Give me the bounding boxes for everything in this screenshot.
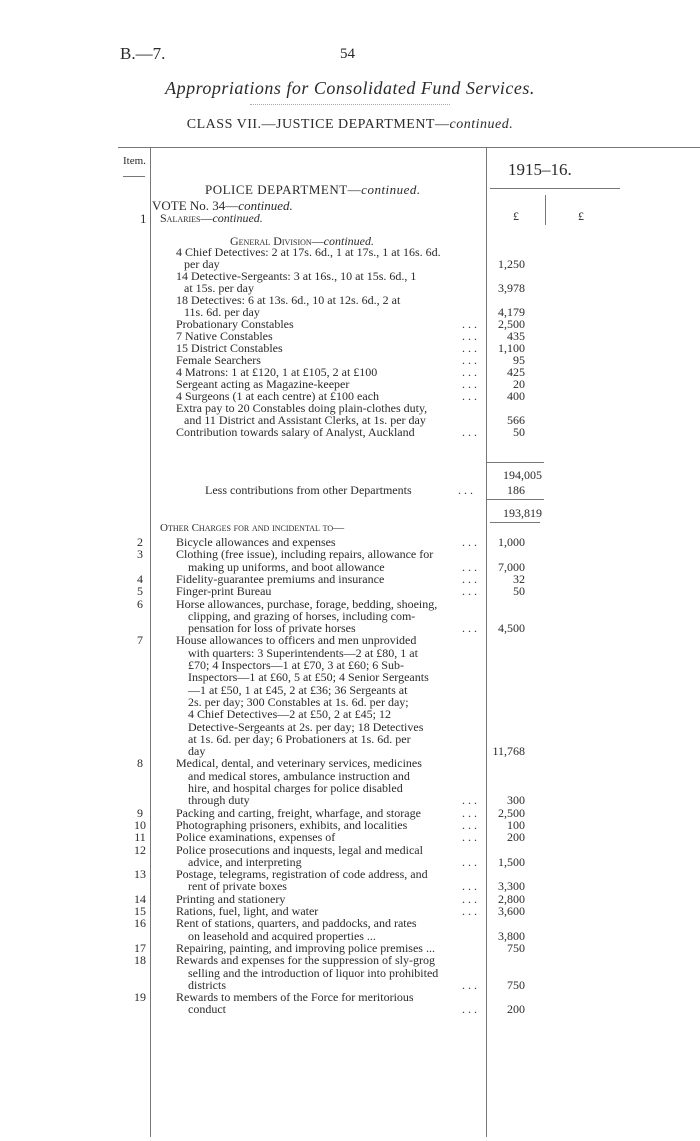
charge-item-number: 9 <box>137 805 143 820</box>
charge-leader-dots: ... <box>462 621 480 636</box>
page-number: 54 <box>340 46 355 62</box>
pound-symbol-left: £ <box>513 209 519 223</box>
net-underline <box>490 522 540 523</box>
charge-item-number: 19 <box>134 990 146 1005</box>
salary-amount: 425 <box>507 365 525 379</box>
charge-line: Police prosecutions and inquests, legal and medical <box>176 842 423 857</box>
general-division-continued: continued. <box>323 234 374 248</box>
pound-symbol-right: £ <box>578 209 584 223</box>
salary-amount: 2,500 <box>498 317 525 331</box>
charge-item-number: 3 <box>137 547 143 562</box>
charge-line: day <box>188 744 206 759</box>
charge-item-number: 6 <box>137 596 143 611</box>
charge-line: clipping, and grazing of horses, including com- <box>188 608 416 623</box>
charge-line: Finger-print Bureau <box>176 584 272 599</box>
charge-leader-dots: ... <box>462 805 480 820</box>
charge-line: making up uniforms, and boot allowance <box>188 559 385 574</box>
charge-item-number: 12 <box>134 842 146 857</box>
charge-line: rent of private boxes <box>188 879 287 894</box>
charge-leader-dots: ... <box>462 977 480 992</box>
document-reference: B.—7. <box>120 44 166 63</box>
less-contributions-amount: 186 <box>507 483 525 497</box>
charge-line: Repairing, painting, and improving police premises ... <box>176 940 435 955</box>
salary-leader-dots: ... <box>462 425 480 439</box>
salary-amount: 566 <box>507 413 525 427</box>
charge-line: Postage, telegrams, registration of code address, and <box>176 867 428 882</box>
less-contributions-leader: ... <box>458 483 476 497</box>
salary-amount: 95 <box>513 353 525 367</box>
charge-line: advice, and interpreting <box>188 854 302 869</box>
net-total-amount: 193,819 <box>503 506 542 520</box>
charge-amount: 32 <box>513 571 525 586</box>
charge-line: conduct <box>188 1002 226 1017</box>
class-heading-continued: continued. <box>449 117 514 132</box>
year-header-rule <box>490 188 620 189</box>
charge-leader-dots: ... <box>462 793 480 808</box>
salary-line: 18 Detectives: 6 at 13s. 6d., 10 at 12s. 6d., 2 at <box>176 293 401 307</box>
charge-line: through duty <box>188 793 250 808</box>
charge-amount: 750 <box>507 940 525 955</box>
vote-heading-continued: continued. <box>238 198 293 213</box>
charge-leader-dots: ... <box>462 535 480 549</box>
charge-amount: 3,300 <box>498 879 525 894</box>
charge-item-number: 16 <box>134 916 146 931</box>
charge-line: 2s. per day; 300 Constables at 1s. 6d. per day; <box>188 694 409 709</box>
salary-amount: 20 <box>513 377 525 391</box>
department-heading <box>205 182 421 198</box>
class-heading <box>0 117 700 133</box>
charge-line: Clothing (free issue), including repairs, allowance for <box>176 547 434 562</box>
charge-item-number: 17 <box>134 940 146 955</box>
salaries-heading-main: Salaries— <box>160 211 213 225</box>
salary-leader-dots: ... <box>462 353 480 367</box>
charge-line: Rent of stations, quarters, and paddocks, and rates <box>176 916 417 931</box>
department-heading-main: POLICE DEPARTMENT— <box>205 182 362 197</box>
less-contributions-label: Less contributions from other Departments <box>205 483 412 497</box>
item-1-number: 1 <box>140 211 147 226</box>
salary-line: and 11 District and Assistant Clerks, at 1s. per day <box>184 413 426 427</box>
table-top-rule <box>118 147 700 148</box>
salary-amount: 435 <box>507 329 525 343</box>
salary-line: at 15s. per day <box>184 281 254 295</box>
charge-leader-dots: ... <box>462 830 480 845</box>
item-column-rule <box>150 147 151 1137</box>
charge-item-number: 15 <box>134 904 146 918</box>
charge-leader-dots: ... <box>462 584 480 599</box>
salary-line: 4 Matrons: 1 at £120, 1 at £105, 2 at £100 <box>176 365 378 379</box>
salary-leader-dots: ... <box>462 365 480 379</box>
salary-amount: 400 <box>507 389 525 403</box>
charge-line: Fidelity-guarantee premiums and insurance <box>176 571 385 586</box>
salary-leader-dots: ... <box>462 341 480 355</box>
charge-line: Bicycle allowances and expenses <box>176 535 336 549</box>
charge-amount: 50 <box>513 584 525 599</box>
general-division-main: General Division— <box>230 234 324 248</box>
salary-line: Contribution towards salary of Analyst, Auckland <box>176 425 415 439</box>
page-title: Appropriations for Consolidated Fund Services. <box>165 78 535 98</box>
charge-amount: 1,500 <box>498 854 525 869</box>
charge-line: Detective-Sergeants at 2s. per day; 18 Detectives <box>188 719 424 734</box>
charge-amount: 1,000 <box>498 535 525 549</box>
class-heading-main: CLASS VII.—JUSTICE DEPARTMENT— <box>186 117 450 132</box>
charge-item-number: 8 <box>137 756 143 771</box>
charge-amount: 3,800 <box>498 928 525 943</box>
charge-amount: 200 <box>507 1002 525 1017</box>
charge-line: selling and the introduction of liquor into prohibited <box>188 965 439 980</box>
subtotal-amount: 194,005 <box>503 468 542 482</box>
salary-amount: 1,250 <box>498 257 525 271</box>
charge-amount: 300 <box>507 793 525 808</box>
charge-item-number: 5 <box>137 584 143 599</box>
charge-line: at 1s. 6d. per day; 6 Probationers at 1s. 6d. per <box>188 731 411 746</box>
charge-amount: 11,768 <box>492 744 525 759</box>
salary-amount: 3,978 <box>498 281 525 295</box>
charge-line: 4 Chief Detectives—2 at £50, 2 at £45; 12 <box>188 707 391 722</box>
item-header-underline <box>123 176 145 177</box>
charge-amount: 100 <box>507 817 525 832</box>
charge-item-number: 14 <box>134 891 146 906</box>
charge-line: hire, and hospital charges for police disabled <box>188 781 403 795</box>
charge-line: Horse allowances, purchase, forage, bedding, shoeing, <box>176 596 438 611</box>
charge-line: Rewards and expenses for the suppression of sly-grog <box>176 953 435 968</box>
charge-item-number: 18 <box>134 953 146 968</box>
charge-line: and medical stores, ambulance instruction and <box>188 768 410 783</box>
charge-leader-dots: ... <box>462 1002 480 1017</box>
charge-line: districts <box>188 977 226 992</box>
charge-line: Printing and stationery <box>176 891 286 906</box>
pound-column-divider <box>545 195 546 225</box>
salary-leader-dots: ... <box>462 389 480 403</box>
charge-amount: 200 <box>507 830 525 845</box>
charge-line: Rewards to members of the Force for meritorious <box>176 990 414 1005</box>
salary-line: 11s. 6d. per day <box>184 305 260 319</box>
charge-leader-dots: ... <box>462 559 480 574</box>
salary-line: Extra pay to 20 Constables doing plain-clothes duty, <box>176 401 428 415</box>
charge-line: on leasehold and acquired properties ... <box>188 928 376 943</box>
charge-line: Inspectors—1 at £60, 5 at £50; 4 Senior Sergeants <box>188 670 429 685</box>
title-rule <box>250 104 450 105</box>
charge-leader-dots: ... <box>462 571 480 586</box>
salary-amount: 4,179 <box>498 305 525 319</box>
net-rule <box>486 499 544 500</box>
salary-line: Sergeant acting as Magazine-keeper <box>176 377 350 391</box>
salary-line: Female Searchers <box>176 353 261 367</box>
charge-line: Packing and carting, freight, wharfage, and storage <box>176 805 421 820</box>
salary-line: 14 Detective-Sergeants: 3 at 16s., 10 at 15s. 6d., 1 <box>176 269 417 283</box>
charge-amount: 750 <box>507 977 525 992</box>
department-heading-continued: continued. <box>361 182 421 197</box>
charge-leader-dots: ... <box>462 854 480 869</box>
other-charges-text: Other Charges for and incidental to— <box>160 522 345 534</box>
salary-leader-dots: ... <box>462 317 480 331</box>
charge-item-number: 11 <box>134 830 146 845</box>
charge-line: Medical, dental, and veterinary services, medicines <box>176 756 422 771</box>
charge-leader-dots: ... <box>462 879 480 894</box>
salary-leader-dots: ... <box>462 377 480 391</box>
vote-heading-main: VOTE No. 34— <box>152 198 239 213</box>
charge-line: with quarters: 3 Superintendents—2 at £80, 1 at <box>188 645 418 660</box>
charge-item-number: 10 <box>134 817 146 832</box>
charge-line: House allowances to officers and men unprovided <box>176 633 417 648</box>
charge-leader-dots: ... <box>462 817 480 832</box>
charge-amount: 2,800 <box>498 891 525 906</box>
charge-item-number: 13 <box>134 867 146 882</box>
charge-leader-dots: ... <box>462 904 480 918</box>
charge-item-number: 7 <box>137 633 143 648</box>
salary-line: 15 District Constables <box>176 341 283 355</box>
salary-line: per day <box>184 257 220 271</box>
charge-line: pensation for loss of private horses <box>188 621 356 636</box>
charge-line: Police examinations, expenses of <box>176 830 336 845</box>
charge-amount: 4,500 <box>498 621 525 636</box>
charge-line: —1 at £50, 1 at £45, 2 at £36; 36 Sergeants at <box>188 682 408 697</box>
salary-line: 4 Surgeons (1 at each centre) at £100 each <box>176 389 380 403</box>
salary-line: Probationary Constables <box>176 317 294 331</box>
amount-column-rule <box>486 147 487 1137</box>
charge-line: Rations, fuel, light, and water <box>176 904 319 918</box>
charge-leader-dots: ... <box>462 891 480 906</box>
other-charges-heading <box>160 522 344 534</box>
charge-line: Photographing prisoners, exhibits, and localities <box>176 817 408 832</box>
salary-line: 4 Chief Detectives: 2 at 17s. 6d., 1 at 17s., 1 at 16s. 6d. <box>176 245 441 259</box>
salaries-heading-continued: continued. <box>212 211 263 225</box>
subtotal-rule <box>486 462 544 463</box>
salaries-heading <box>160 211 263 226</box>
charge-amount: 2,500 <box>498 805 525 820</box>
salary-leader-dots: ... <box>462 329 480 343</box>
charge-amount: 7,000 <box>498 559 525 574</box>
charge-item-number: 4 <box>137 571 143 586</box>
charge-line: £70; 4 Inspectors—1 at £70, 3 at £60; 6 Sub- <box>188 658 404 672</box>
financial-year-header: 1915–16. <box>508 160 572 179</box>
charge-item-number: 2 <box>137 535 143 549</box>
item-column-header: Item. <box>123 155 146 167</box>
salary-amount: 1,100 <box>498 341 525 355</box>
salary-amount: 50 <box>513 425 525 439</box>
charge-amount: 3,600 <box>498 904 525 918</box>
salary-line: 7 Native Constables <box>176 329 273 343</box>
